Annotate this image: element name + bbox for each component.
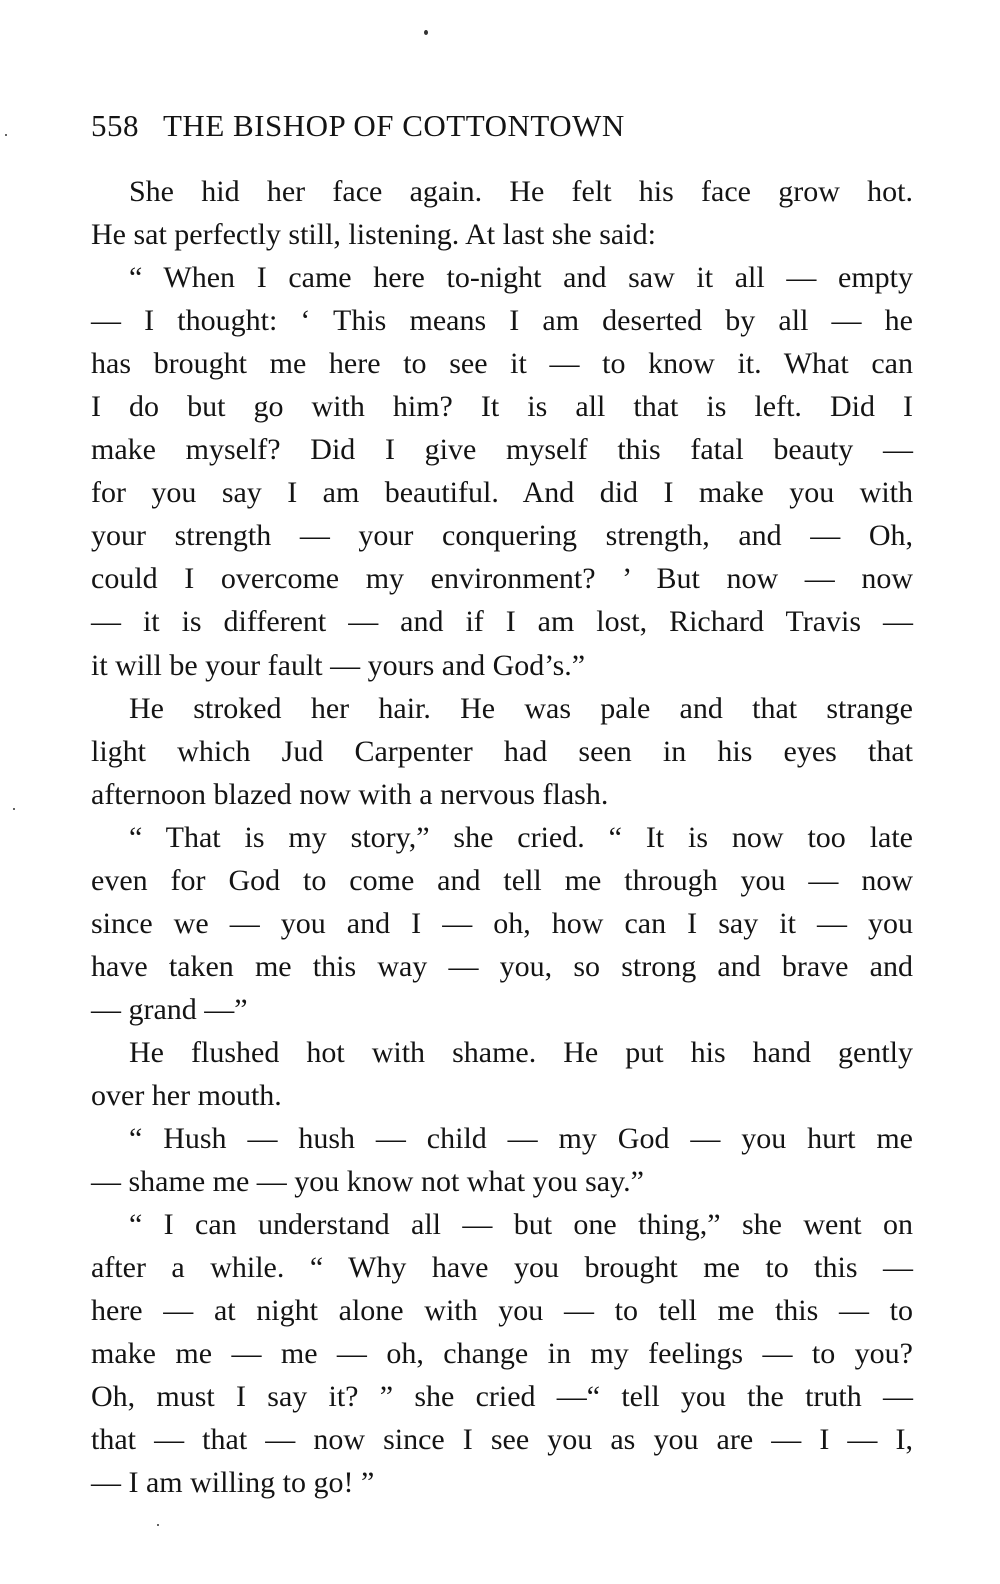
text-line: He flushed hot with shame. He put his hand gently: [129, 1035, 913, 1069]
text-line: — I am willing to go! ”: [91, 1466, 375, 1500]
text-line: “ That is my story,” she cried. “ It is now too late: [129, 820, 913, 854]
text-line: — shame me — you know not what you say.”: [91, 1165, 644, 1199]
text-line: could I overcome my environment? ’ But now — now: [91, 562, 913, 596]
text-line: after a while. “ Why have you brought me to this —: [91, 1251, 913, 1285]
text-line: has brought me here to see it — to know it. What can: [91, 347, 913, 381]
ink-speck: [5, 134, 7, 136]
text-line: “ I can understand all — but one thing,” she went on: [129, 1208, 913, 1242]
text-line: “ Hush — hush — child — my God — you hurt me: [129, 1122, 913, 1156]
text-line: Oh, must I say it? ” she cried —“ tell you the truth —: [91, 1380, 913, 1414]
text-line: it will be your fault — yours and God’s.”: [91, 648, 586, 682]
text-line: — it is different — and if I am lost, Richard Travis —: [91, 605, 913, 639]
ink-speck: [13, 808, 15, 810]
text-line: your strength — your conquering strength, and — Oh,: [91, 519, 913, 553]
ink-speck: [157, 1524, 159, 1526]
text-line: over her mouth.: [91, 1078, 282, 1112]
text-line: for you say I am beautiful. And did I make you with: [91, 476, 913, 510]
page-number: 558: [91, 108, 139, 143]
text-line: make myself? Did I give myself this fatal beauty —: [91, 433, 913, 467]
text-line: She hid her face again. He felt his face grow hot.: [129, 175, 913, 208]
text-line: have taken me this way — you, so strong and brave and: [91, 949, 913, 983]
text-line: He sat perfectly still, listening. At last she said:: [91, 218, 656, 252]
text-line: that — that — now since I see you as you are — I — I,: [91, 1423, 913, 1457]
text-line: afternoon blazed now with a nervous flash.: [91, 777, 609, 811]
text-line: make me — me — oh, change in my feelings — to you?: [91, 1337, 913, 1371]
ink-speck: [424, 30, 428, 35]
text-line: “ When I came here to-night and saw it all — empty: [129, 261, 913, 295]
text-line: since we — you and I — oh, how can I say it — you: [91, 906, 913, 940]
running-header: [91, 108, 911, 144]
running-title: THE BISHOP OF COTTONTOWN: [163, 108, 625, 143]
text-line: here — at night alone with you — to tell me this — to: [91, 1294, 913, 1328]
text-line: — I thought: ‘ This means I am deserted by all — he: [91, 304, 913, 338]
body-text: [91, 170, 913, 1504]
text-line: light which Jud Carpenter had seen in his eyes that: [91, 734, 913, 768]
text-line: I do but go with him? It is all that is left. Did I: [91, 390, 913, 424]
text-line: — grand —”: [91, 992, 248, 1026]
text-line: He stroked her hair. He was pale and that strange: [129, 691, 913, 725]
text-line: even for God to come and tell me through you — now: [91, 863, 913, 897]
